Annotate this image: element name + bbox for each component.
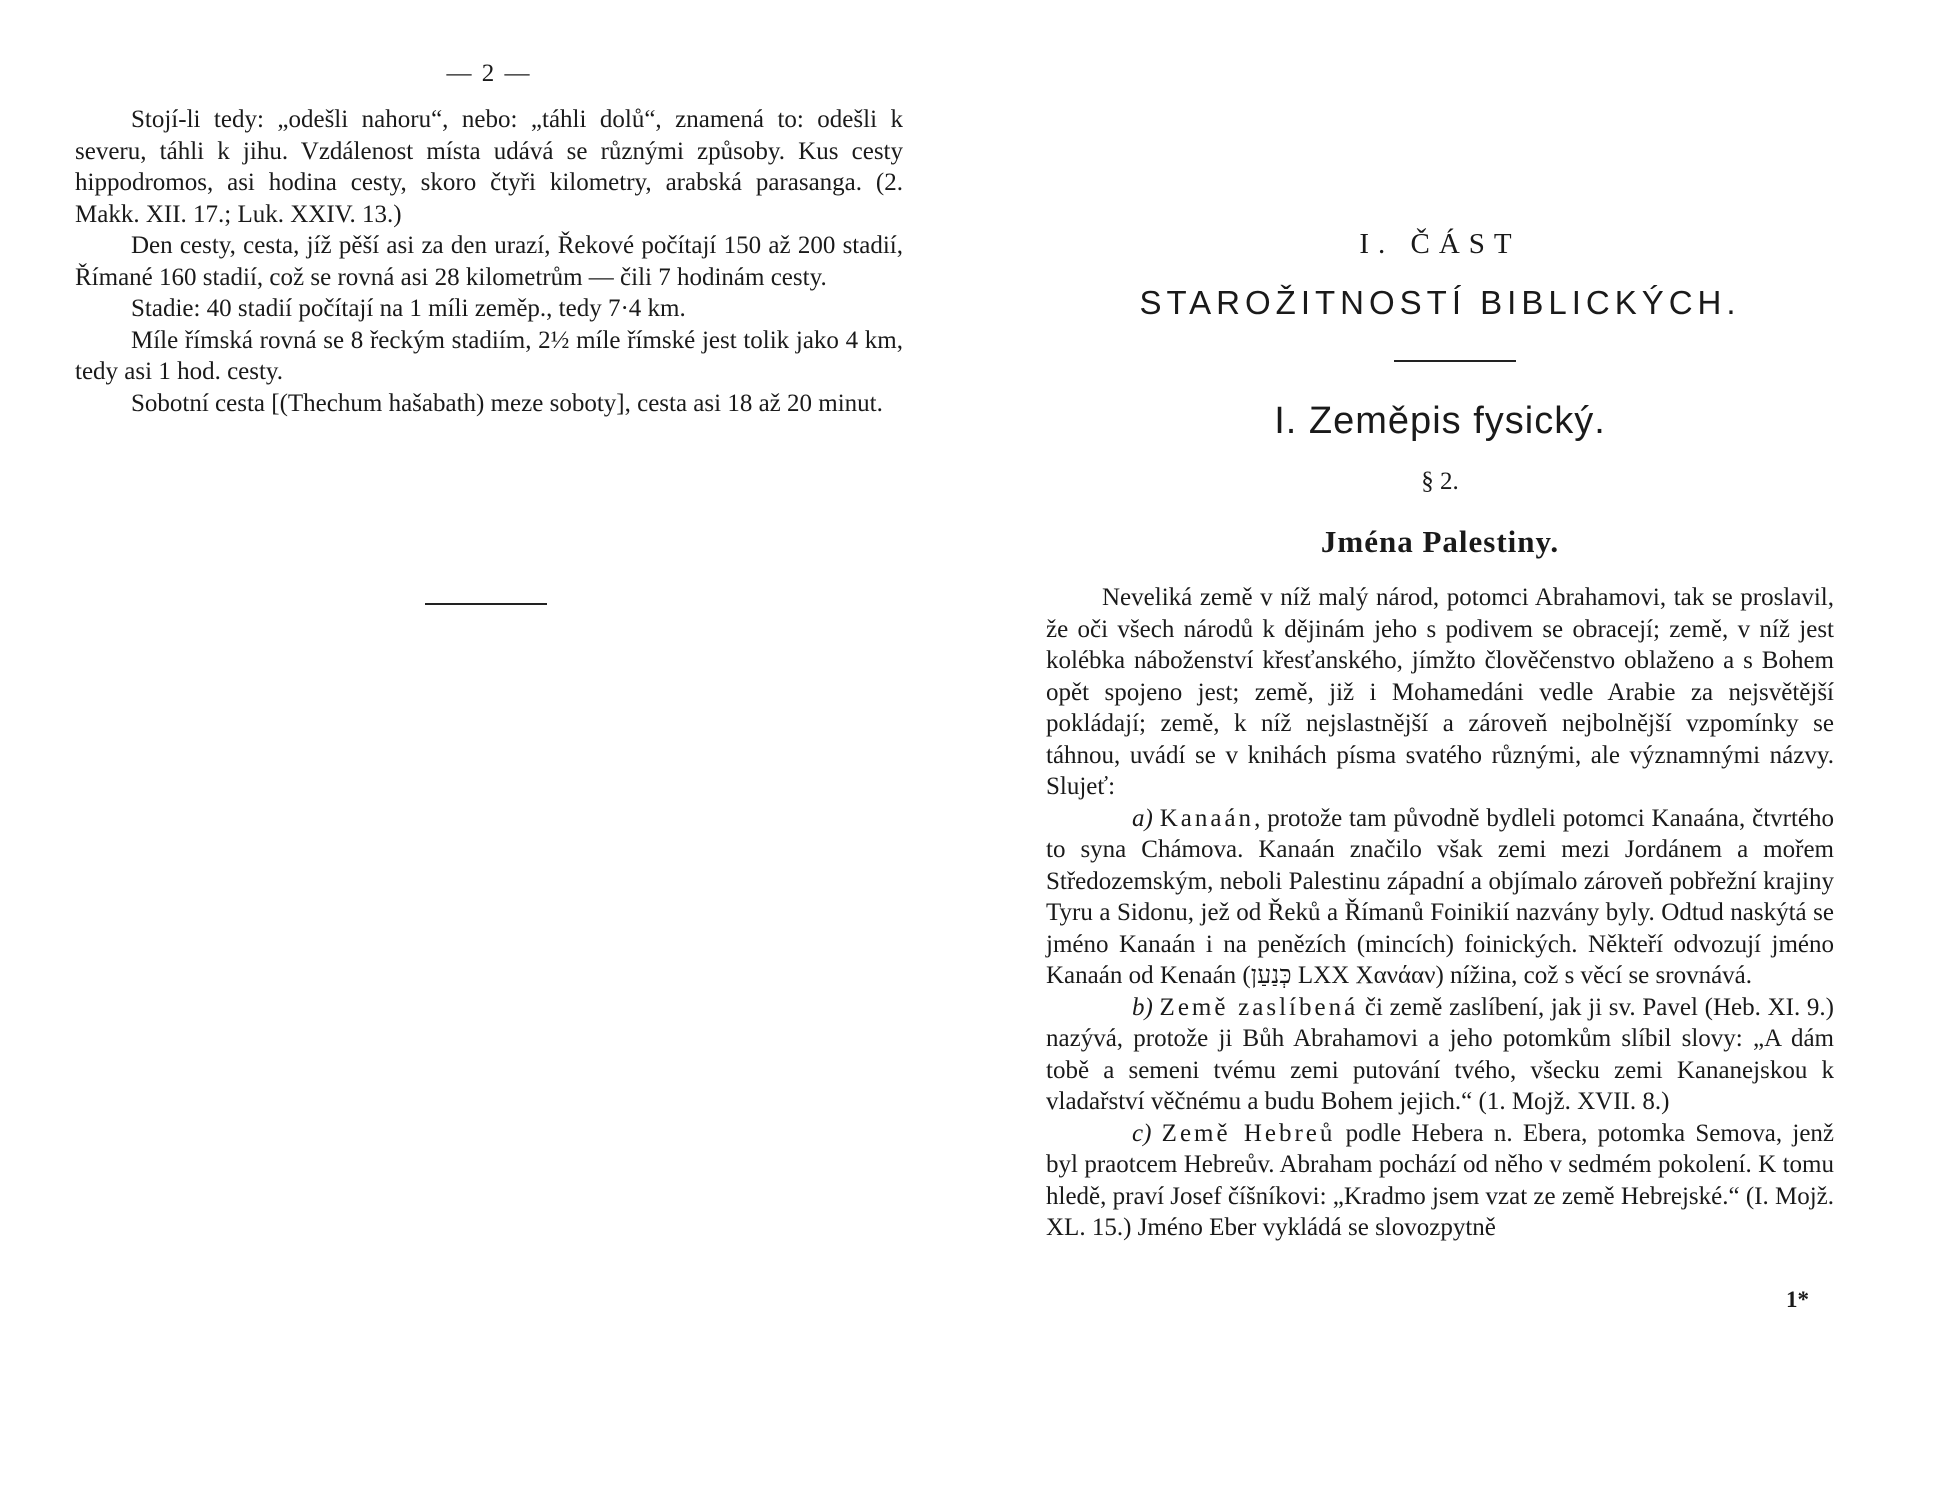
intro-paragraph: Neveliká země v níž malý národ, potomci Abrahamovi, tak se proslavil, že oči všech národů k dějinám jeho s podivem se obracejí; země, v níž jest kolébka náboženství křesťanského, jímžto člověčenstvo oblaženo a s Bohem opět spojeno jest; země, již i Mohamedáni vedle Arabie za nejsvětější pokládají; země, k níž nejslastnější a zároveň nejbolnější vzpomínky se táhnou, uvádí se v knihách písma svatého různými, ale významnými názvy. Slujeť:: [1046, 584, 1834, 800]
left-paragraph-5: Sobotní cesta [(Thechum hašabath) meze soboty], cesta asi 18 až 20 minut.: [131, 389, 883, 417]
title-divider: [1394, 360, 1516, 362]
part-title: STAROŽITNOSTÍ BIBLICKÝCH.: [1139, 284, 1741, 321]
left-page-text: [75, 104, 903, 419]
item-marker: a): [1132, 804, 1153, 832]
item-text: , protože tam původně bydleli potomci Kanaána, čtvrtého to syna Chámova. Kanaán značilo však zemi mezi Jordánem a mořem Středozemským, neboli Palestinu západní a objímalo zároveň pobřežní krajiny Tyru a Sidonu, jež od Řeků a Římanů Foinikií nazvány byly. Odtud naskýtá se jméno Kanaán i na penězích (mincích) foinických. Někteří odvozují jméno Kanaán od Kenaán (כְּנַעַן LXX Χανάαν) nížina, což s věcí se srovnává.: [1046, 804, 1835, 989]
item-text: podle Hebera n. Ebera, potomka Semova, jenž byl praotcem Hebreův. Abraham pochází od něho v sedmém pokolení. K tomu hledě, praví Josef číšníkovi: „Kradmo jsem vzat ze země Hebrejské.“ (I. Mojž. XL. 15.) Jméno Eber vykládá se slovozpytně: [1046, 1119, 1835, 1241]
item-text: či země zaslíbení, jak ji sv. Pavel (Heb. XI. 9.) nazývá, protože ji Bůh Abrahamovi a jeho potomkům slíbil slovy: „A dám tobě a semeni tvému zemi putování tvého, všecku zemi Kananejskou k vladařství věčnému a budu Bohem jejich.“ (1. Mojž. XVII. 8.): [1046, 993, 1834, 1115]
item-term: Kanaán: [1159, 804, 1255, 832]
item-term: Země zaslíbená: [1159, 993, 1359, 1021]
list-item-b: [1046, 992, 1834, 1118]
signature-mark: 1*: [1786, 1287, 1809, 1312]
paragraph-mark: § 2.: [1421, 468, 1459, 495]
part-label: I. ČÁST: [1359, 228, 1521, 260]
list-item-a: [1046, 803, 1834, 992]
list-item-c: [1046, 1118, 1834, 1244]
left-paragraph-3: Stadie: 40 stadií počítají na 1 míli zeměp., tedy 7·4 km.: [131, 295, 686, 322]
item-marker: c): [1132, 1119, 1152, 1147]
section-title: I. Zeměpis fysický.: [1274, 400, 1606, 442]
left-paragraph-4: Míle římská rovná se 8 řeckým stadiím, 2½ míle římské jest tolik jako 4 km, tedy asi 1 hod. cesty.: [75, 326, 903, 385]
left-paragraph-2: Den cesty, cesta, jíž pěší asi za den urazí, Řekové počítají 150 až 200 stadií, Římané 160 stadií, což se rovná asi 28 kilometrům — čili 7 hodinám cesty.: [75, 232, 903, 291]
item-marker: b): [1132, 993, 1153, 1021]
end-divider: [425, 603, 547, 605]
right-page-text: [1046, 582, 1834, 1244]
subsection-title: Jména Palestiny.: [1320, 524, 1560, 559]
left-paragraph-1: Stojí-li tedy: „odešli nahoru“, nebo: „táhli dolů“, znamená to: odešli k severu, táhli k jihu. Vzdálenost místa udává se různými způsoby. Kus cesty hippodromos, asi hodina cesty, skoro čtyři kilometry, arabská parasanga. (2. Makk. XII. 17.; Luk. XXIV. 13.): [75, 106, 903, 228]
page-number: — 2 —: [446, 60, 532, 87]
item-term: Země Hebreů: [1161, 1119, 1336, 1147]
